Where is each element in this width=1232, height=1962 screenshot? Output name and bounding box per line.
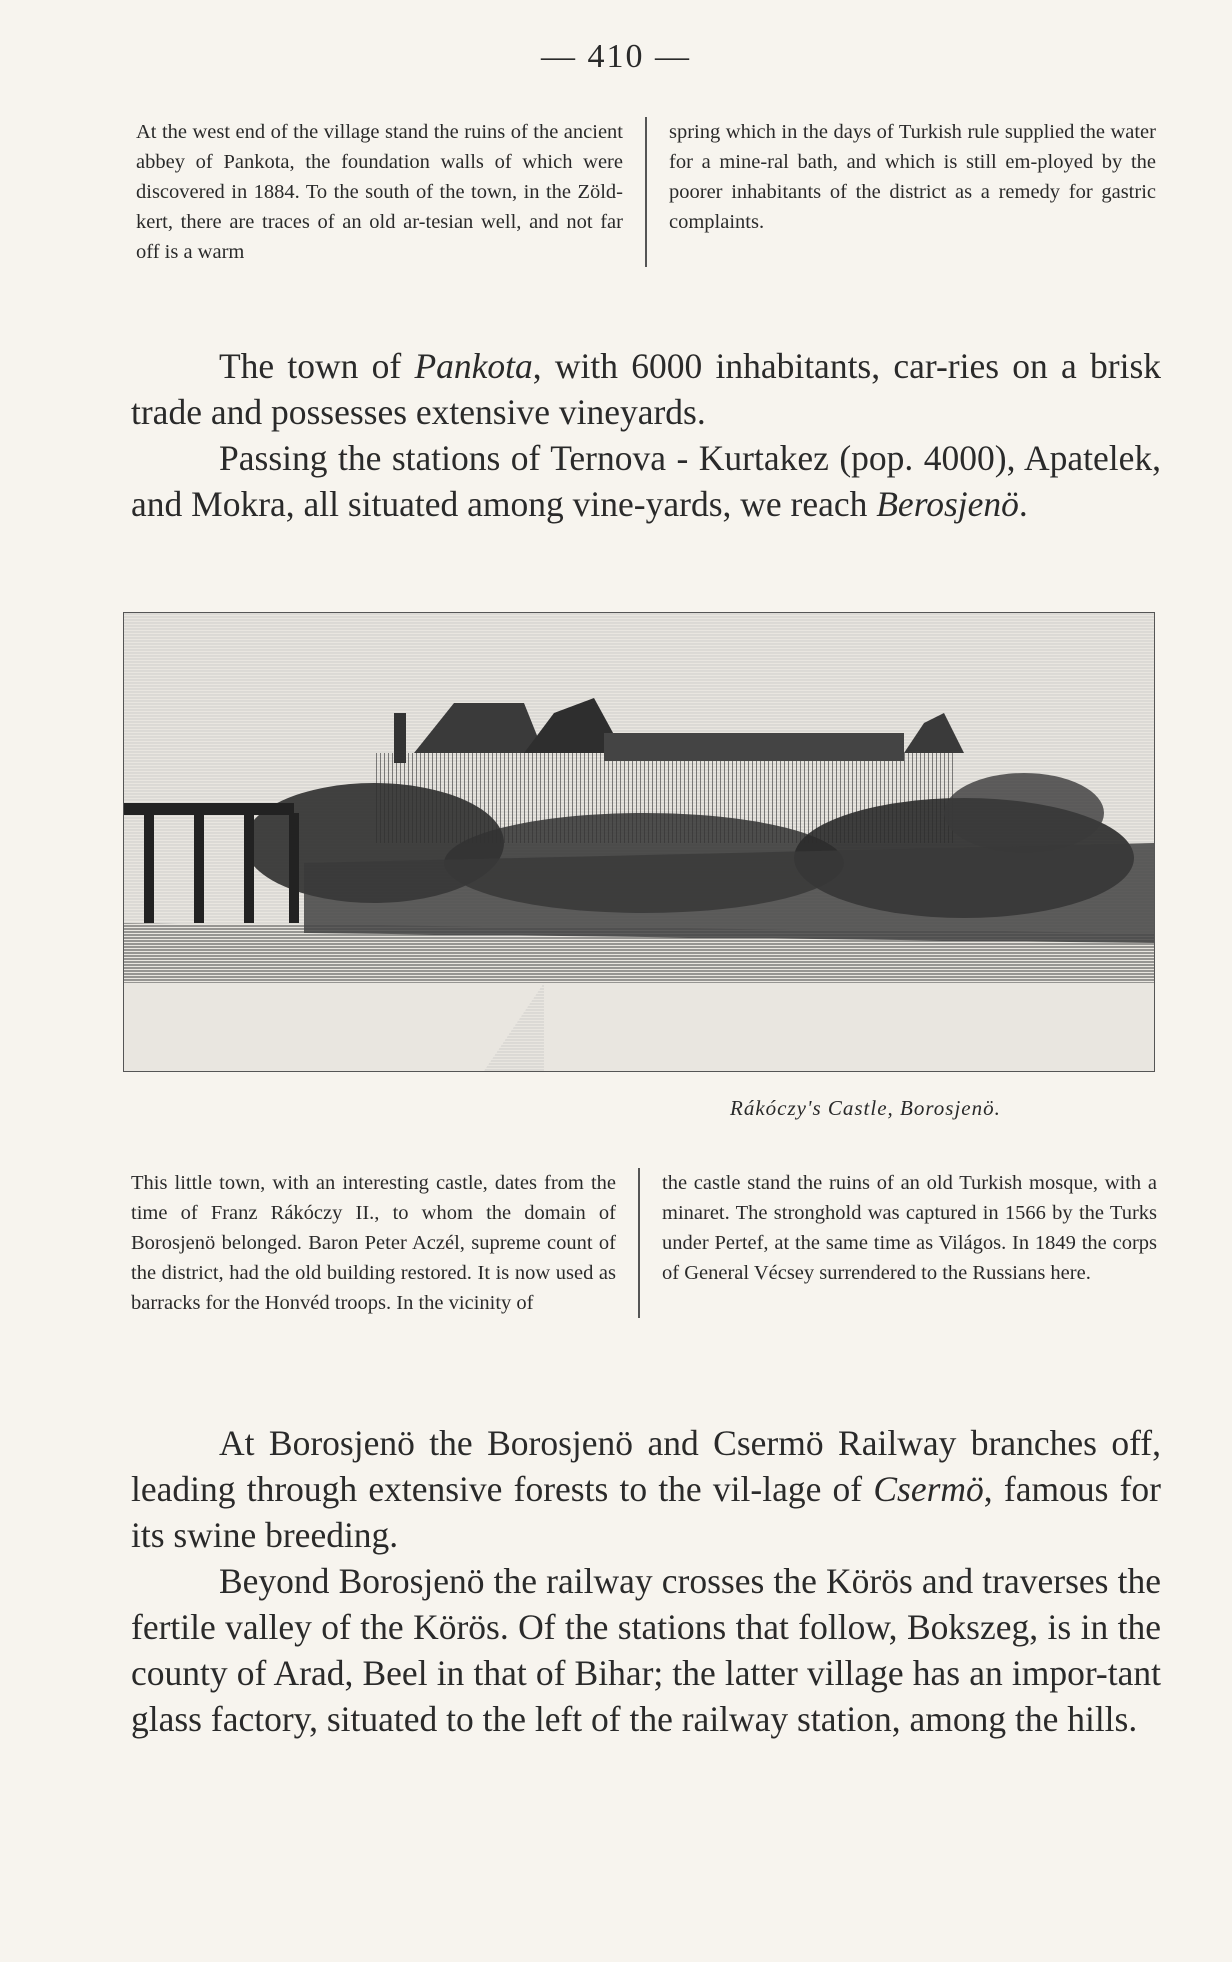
castle-engraving-art — [124, 613, 1154, 1071]
top-note-right: spring which in the days of Turkish rule supplied the water for a mine-ral bath, and which is still em-ployed by the poorer inhabitants of the district as a remedy for gastric complaints. — [669, 121, 1156, 233]
text-run: . — [1018, 484, 1028, 524]
bottom-note-left: This little town, with an interesting castle, dates from the time of Franz Rákóczy II., to whom the domain of Borosjenö belonged. Baron Peter Aczél, supreme count of the district, had the old building restored. It is now used as barracks for the Honvéd troops. In the vicinity of — [131, 1172, 616, 1314]
text-run: , with 6000 inhabitants, car-ries on a brisk trade and possesses extensive vineyards. — [131, 346, 1162, 432]
paragraph: Beyond Borosjenö the railway crosses the Körös and traverses the fertile valley of the Körös. Of the stations that follow, Bokszeg, is in the county of Arad, Beel in that of Bihar; the latter village has an impor-tant glass factory, situated to the left of the railway station, among the hills. — [131, 1561, 1161, 1739]
paragraph — [131, 435, 1161, 527]
castle-engraving — [123, 612, 1155, 1072]
text-run: , famous for its swine breeding. — [131, 1469, 1162, 1555]
column-divider — [638, 1168, 640, 1318]
top-notes — [136, 117, 1166, 267]
paragraph — [131, 343, 1161, 435]
paragraph — [131, 1420, 1161, 1558]
bottom-notes — [131, 1168, 1166, 1318]
text-run: At Borosjenö the Borosjenö and Csermö Railway branches off, leading through extensive forests to the vil-lage of — [131, 1423, 1161, 1509]
top-note-left: At the west end of the village stand the ruins of the ancient abbey of Pankota, the foundation walls of which were discovered in 1884. To the south of the town, in the Zöld-kert, there are traces of an old ar-tesian well, and not far off is a warm — [136, 121, 623, 263]
place-name: Pankota — [414, 346, 533, 386]
page-number: — 410 — — [541, 38, 691, 75]
text-run: Passing the stations of Ternova - Kurtakez (pop. 4000), Apatelek, and Mokra, all situated among vine-yards, we reach — [131, 438, 1161, 524]
body-text-lower — [131, 1420, 1161, 1742]
illustration-caption: Rákóczy's Castle, Borosjenö. — [730, 1096, 1001, 1120]
place-name: Berosjenö — [876, 484, 1019, 524]
body-text-upper — [131, 343, 1161, 527]
bottom-note-right: the castle stand the ruins of an old Turkish mosque, with a minaret. The stronghold was captured in 1566 by the Turks under Pertef, at the same time as Világos. In 1849 the corps of General Vécsey surrendered to the Russians here. — [662, 1172, 1157, 1284]
text-run: The town of — [219, 346, 415, 386]
place-name: Csermö — [873, 1469, 984, 1509]
column-divider — [645, 117, 647, 267]
